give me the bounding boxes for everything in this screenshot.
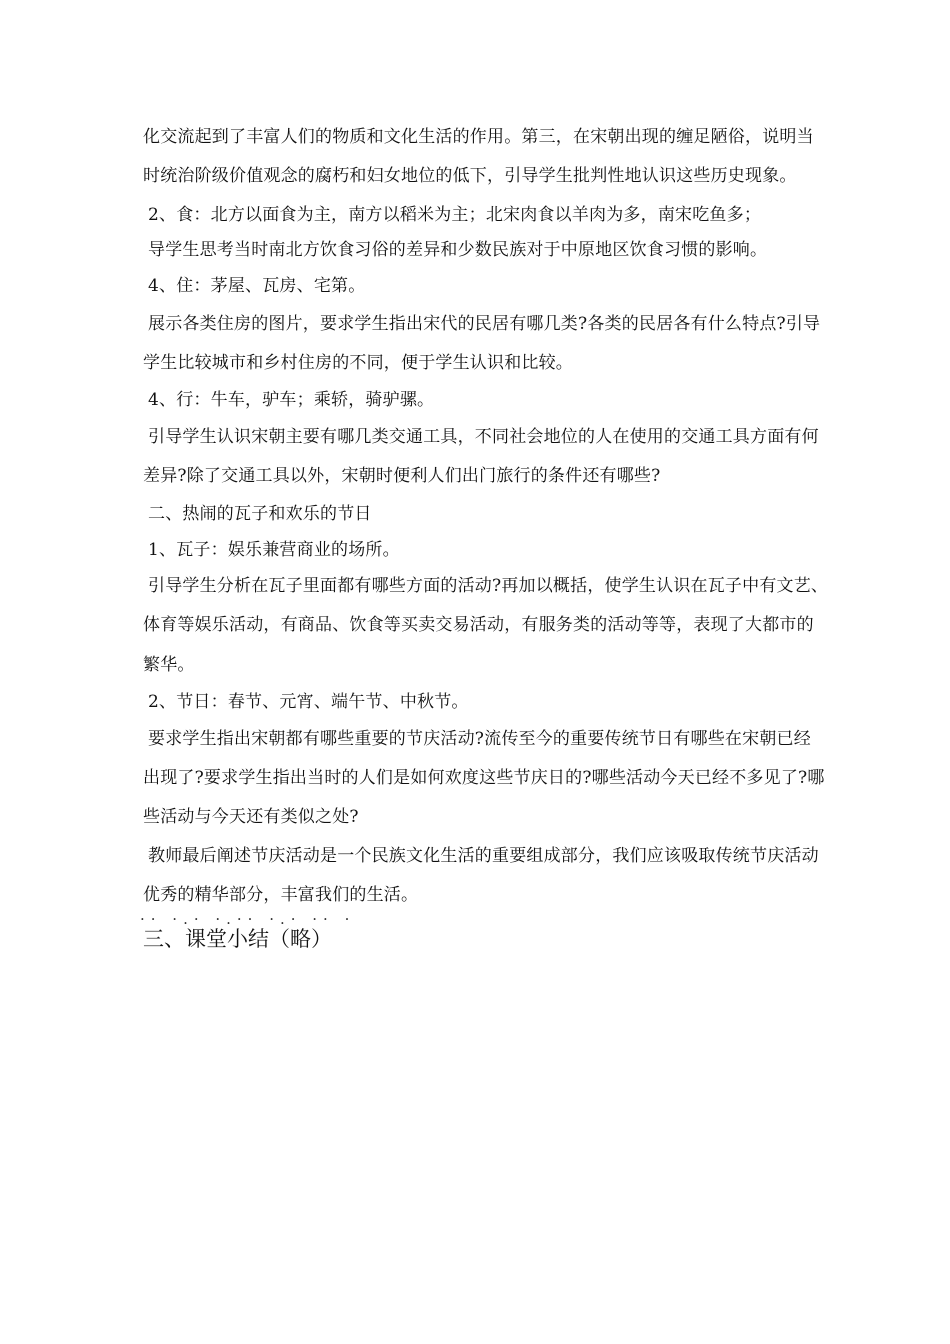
section-heading: 二、热闹的瓦子和欢乐的节日	[148, 504, 372, 524]
paragraph-line: 时统治阶级价值观念的腐朽和妇女地位的低下，引导学生批判性地认识这些历史现象。	[143, 166, 797, 186]
paragraph-line: 2、食：北方以面食为主，南方以稻米为主；北宋肉食以羊肉为多，南宋吃鱼多；	[148, 205, 762, 225]
paragraph-line: 导学生思考当时南北方饮食习俗的差异和少数民族对于中原地区饮食习惯的影响。	[148, 240, 768, 260]
paragraph-line: 4、行：牛车，驴车；乘轿，骑驴骡。	[148, 390, 435, 410]
paragraph-line: 些活动与今天还有类似之处?	[143, 807, 359, 827]
clipped-text-residue: ·· ·.· ·.·· ·.· ·· ·	[140, 910, 356, 928]
paragraph-line: 教师最后阐述节庆活动是一个民族文化生活的重要组成部分，我们应该吸取传统节庆活动	[148, 846, 819, 866]
paragraph-line: 繁华。	[143, 655, 195, 675]
paragraph-line: 优秀的精华部分，丰富我们的生活。	[143, 885, 419, 905]
paragraph-line: 差异?除了交通工具以外，宋朝时便利人们出门旅行的条件还有哪些?	[143, 466, 661, 486]
paragraph-line: 学生比较城市和乡村住房的不同，便于学生认识和比较。	[143, 353, 573, 373]
paragraph-line: 化交流起到了丰富人们的物质和文化生活的作用。第三，在宋朝出现的缠足陋俗，说明当	[143, 127, 814, 147]
summary-heading: 三、课堂小结（略）	[143, 927, 332, 951]
paragraph-line: 4、住：茅屋、瓦房、宅第。	[148, 276, 366, 296]
paragraph-line: 体育等娱乐活动，有商品、饮食等买卖交易活动，有服务类的活动等等，表现了大都市的	[143, 615, 814, 635]
paragraph-line: 引导学生分析在瓦子里面都有哪些方面的活动?再加以概括，使学生认识在瓦子中有文艺、	[148, 576, 829, 596]
paragraph-line: 要求学生指出宋朝都有哪些重要的节庆活动?流传至今的重要传统节日有哪些在宋朝已经	[148, 729, 811, 749]
paragraph-line: 出现了?要求学生指出当时的人们是如何欢度这些节庆日的?哪些活动今天已经不多见了?哪	[143, 768, 825, 788]
paragraph-line: 引导学生认识宋朝主要有哪几类交通工具，不同社会地位的人在使用的交通工具方面有何	[148, 427, 819, 447]
paragraph-line: 1、瓦子：娱乐兼营商业的场所。	[148, 540, 400, 560]
paragraph-line: 展示各类住房的图片，要求学生指出宋代的民居有哪几类?各类的民居各有什么特点?引导	[148, 314, 821, 334]
paragraph-line: 2、节日：春节、元宵、端午节、中秋节。	[148, 692, 469, 712]
